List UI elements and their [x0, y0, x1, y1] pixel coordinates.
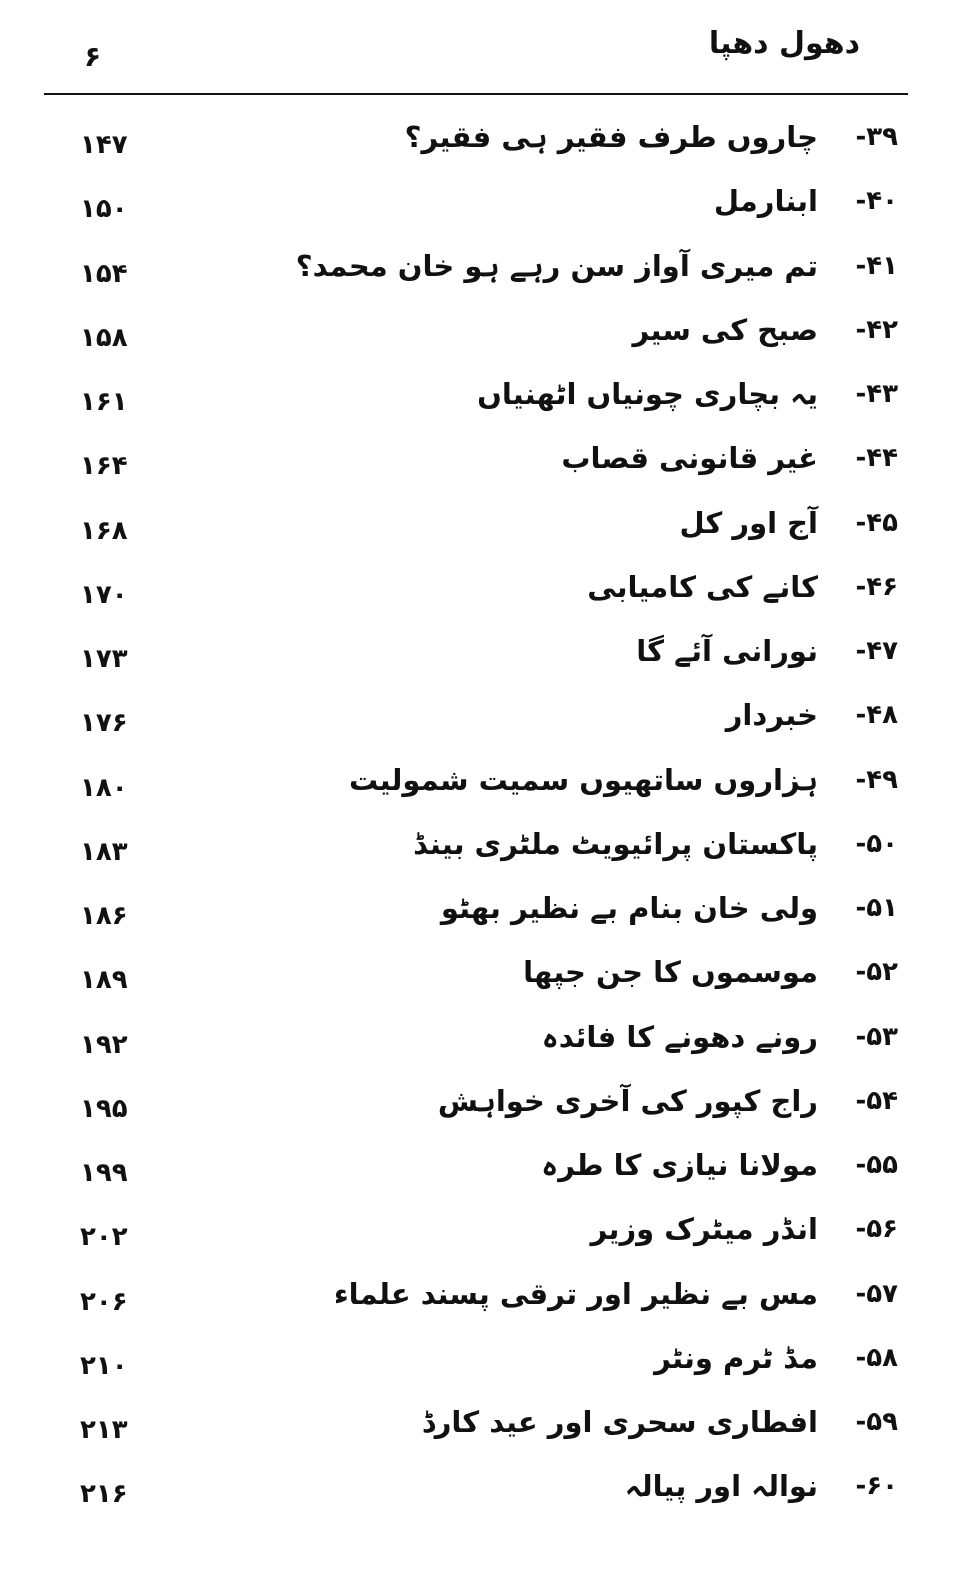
chapter-page: ۱۸۶: [80, 901, 128, 931]
chapter-title: مڈ ٹرم ونٹر: [654, 1340, 818, 1375]
chapter-title: ولی خان بنام بے نظیر بھٹو: [440, 891, 818, 925]
chapter-page: ۲۱۰: [80, 1350, 128, 1381]
toc-entry-57: [60, 1269, 908, 1333]
header-divider: [44, 93, 908, 95]
chapter-title: انڈر میٹرک وزیر: [590, 1212, 818, 1247]
chapter-page: ۱۶۴: [80, 451, 128, 482]
toc-entry-51: [60, 883, 908, 947]
chapter-title: آج اور کل: [679, 505, 818, 540]
chapter-title: یہ بچاری چونیاں اٹھنیاں: [477, 377, 818, 411]
toc-entry-42: [60, 305, 908, 369]
chapter-number: ۴۱-: [855, 250, 898, 281]
chapter-page: ۲۱۳: [80, 1415, 128, 1445]
chapter-title: صبح کی سیر: [632, 312, 818, 347]
chapter-number: ۵۰-: [855, 828, 898, 859]
chapter-title: موسموں کا جن جپھا: [523, 955, 818, 990]
toc-entry-45: [60, 498, 908, 562]
table-of-contents: [60, 112, 908, 1526]
page-number: ۶: [84, 40, 102, 73]
chapter-page: ۱۹۲: [80, 1029, 128, 1060]
chapter-number: ۶۰-: [855, 1471, 898, 1502]
chapter-title: نورانی آئے گا: [636, 634, 818, 668]
toc-entry-53: [60, 1012, 908, 1076]
chapter-page: ۱۶۸: [80, 515, 128, 546]
chapter-number: ۵۶-: [855, 1214, 898, 1245]
chapter-page: ۲۰۲: [80, 1222, 128, 1253]
chapter-title: مس بے نظیر اور ترقی پسند علماء: [333, 1276, 818, 1311]
chapter-title: مولانا نیازی کا طرہ: [541, 1148, 818, 1182]
toc-entry-44: [60, 433, 908, 497]
chapter-page: ۱۶۱: [80, 387, 128, 417]
chapter-page: ۱۷۰: [80, 579, 128, 610]
chapter-title: رونے دھونے کا فائدہ: [541, 1019, 818, 1054]
book-title: دھول دھپا: [708, 26, 860, 61]
toc-entry-41: [60, 241, 908, 305]
chapter-title: تم میری آواز سن رہے ہو خان محمد؟: [295, 248, 818, 283]
toc-entry-50: [60, 819, 908, 883]
chapter-title: ابنارمل: [713, 184, 818, 219]
toc-entry-58: [60, 1333, 908, 1397]
chapter-number: ۴۳-: [855, 379, 898, 409]
chapter-title: افطاری سحری اور عید کارڈ: [421, 1405, 818, 1439]
chapter-number: ۵۹-: [855, 1407, 898, 1437]
chapter-number: ۴۲-: [855, 314, 898, 345]
toc-entry-49: [60, 755, 908, 819]
toc-entry-52: [60, 947, 908, 1011]
toc-entry-54: [60, 1076, 908, 1140]
chapter-page: ۱۵۴: [80, 258, 128, 289]
toc-entry-60: [60, 1461, 908, 1525]
chapter-number: ۵۱-: [855, 893, 898, 923]
chapter-title: پاکستان پرائیویٹ ملٹری بینڈ: [413, 826, 818, 861]
chapter-page: ۱۹۹: [80, 1158, 128, 1188]
chapter-title: ہزاروں ساتھیوں سمیت شمولیت: [348, 762, 818, 797]
toc-entry-55: [60, 1140, 908, 1204]
chapter-number: ۴۶-: [855, 571, 898, 602]
chapter-number: ۵۴-: [855, 1085, 898, 1116]
chapter-page: ۲۱۶: [80, 1479, 128, 1510]
chapter-title: راج کپور کی آخری خواہش: [437, 1083, 818, 1118]
toc-entry-56: [60, 1204, 908, 1268]
chapter-title: خبردار: [725, 698, 818, 733]
chapter-number: ۵۲-: [855, 957, 898, 988]
chapter-page: ۱۸۳: [80, 836, 128, 867]
chapter-page: ۱۴۷: [80, 130, 128, 160]
toc-entry-47: [60, 626, 908, 690]
toc-entry-46: [60, 562, 908, 626]
toc-entry-48: [60, 690, 908, 754]
chapter-number: ۳۹-: [855, 122, 898, 152]
chapter-page: ۱۷۶: [80, 708, 128, 739]
chapter-number: ۴۹-: [855, 764, 898, 795]
chapter-number: ۴۰-: [855, 186, 898, 217]
chapter-number: ۴۷-: [855, 636, 898, 666]
chapter-page: ۱۵۸: [80, 322, 128, 353]
toc-entry-39: [60, 112, 908, 176]
chapter-title: چاروں طرف فقیر ہی فقیر؟: [404, 120, 818, 154]
chapter-page: ۲۰۶: [80, 1286, 128, 1317]
chapter-number: ۵۷-: [855, 1278, 898, 1309]
chapter-number: ۵۸-: [855, 1342, 898, 1373]
chapter-page: ۱۸۹: [80, 965, 128, 996]
toc-entry-40: [60, 176, 908, 240]
chapter-page: ۱۵۰: [80, 194, 128, 225]
chapter-number: ۴۸-: [855, 700, 898, 731]
chapter-number: ۵۵-: [855, 1150, 898, 1180]
toc-entry-43: [60, 369, 908, 433]
toc-entry-59: [60, 1397, 908, 1461]
chapter-title: غیر قانونی قصاب: [561, 441, 818, 476]
chapter-number: ۴۴-: [855, 443, 898, 474]
chapter-number: ۵۳-: [855, 1021, 898, 1052]
chapter-title: نوالہ اور پیالہ: [624, 1469, 818, 1504]
chapter-title: کانے کی کامیابی: [587, 569, 818, 604]
chapter-page: ۱۸۰: [80, 772, 128, 803]
chapter-page: ۱۷۳: [80, 644, 128, 674]
chapter-page: ۱۹۵: [80, 1093, 128, 1124]
chapter-number: ۴۵-: [855, 507, 898, 538]
